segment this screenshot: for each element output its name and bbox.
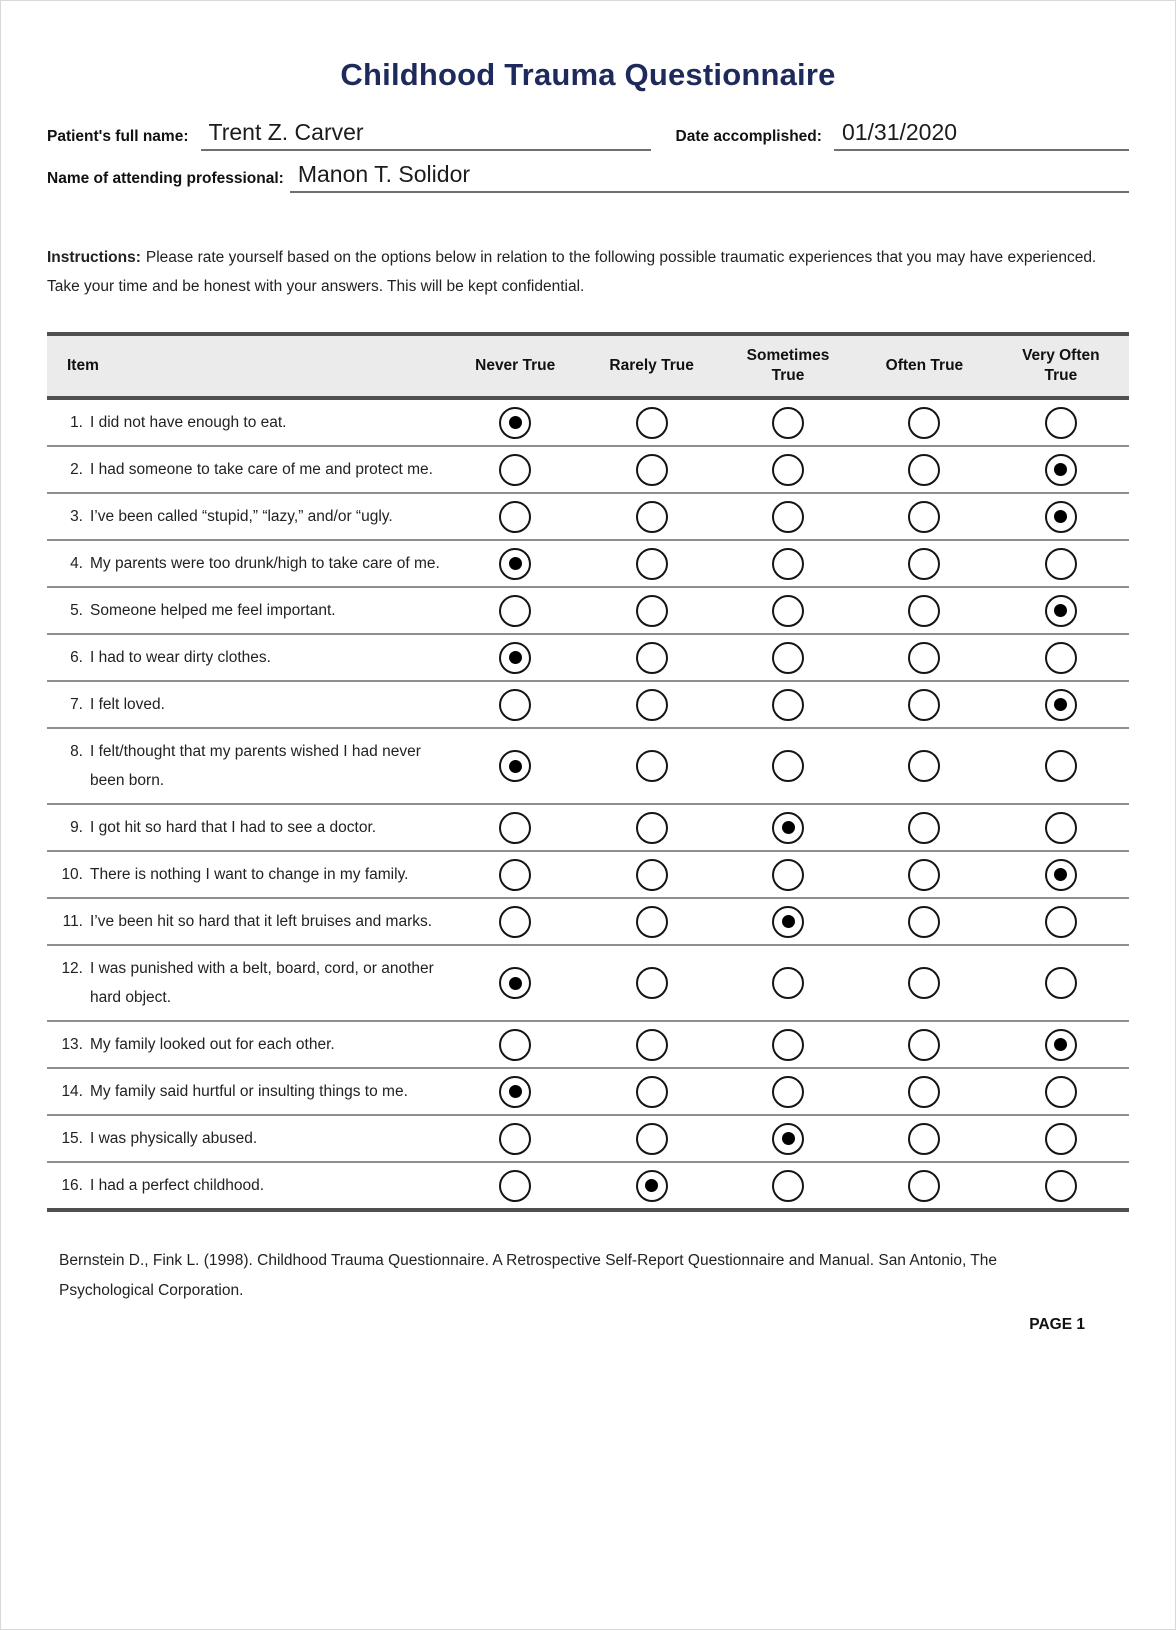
option-cell-sometimes-true bbox=[720, 1029, 856, 1061]
option-cell-sometimes-true bbox=[720, 1170, 856, 1202]
table-row bbox=[47, 1069, 1129, 1114]
item-cell bbox=[47, 494, 447, 539]
radio-sometimes-true[interactable] bbox=[772, 407, 804, 439]
radio-sometimes-true[interactable] bbox=[772, 1170, 804, 1202]
item-number: 7. bbox=[70, 696, 83, 713]
radio-rarely-true[interactable] bbox=[636, 548, 668, 580]
radio-often-true[interactable] bbox=[908, 407, 940, 439]
option-cell-rarely-true bbox=[583, 1029, 719, 1061]
page-title: Childhood Trauma Questionnaire bbox=[340, 57, 836, 92]
radio-often-true[interactable] bbox=[908, 967, 940, 999]
option-cell-rarely-true bbox=[583, 967, 719, 999]
radio-never-true-selected[interactable] bbox=[499, 967, 531, 999]
table-row bbox=[47, 400, 1129, 445]
option-cell-rarely-true bbox=[583, 454, 719, 486]
radio-sometimes-true[interactable] bbox=[772, 689, 804, 721]
radio-rarely-true[interactable] bbox=[636, 906, 668, 938]
item-number: 8. bbox=[70, 743, 83, 760]
column-header-never-true bbox=[447, 356, 583, 376]
radio-very-often-true-selected[interactable] bbox=[1045, 454, 1077, 486]
option-cell-sometimes-true bbox=[720, 548, 856, 580]
item-cell bbox=[47, 946, 447, 1020]
radio-often-true[interactable] bbox=[908, 1029, 940, 1061]
option-cell-sometimes-true bbox=[720, 454, 856, 486]
item-number: 3. bbox=[70, 508, 83, 525]
radio-often-true[interactable] bbox=[908, 906, 940, 938]
option-cell-very-often-true bbox=[993, 812, 1129, 844]
table-header-row bbox=[47, 336, 1129, 396]
radio-very-often-true[interactable] bbox=[1045, 1123, 1077, 1155]
column-header-label: Often True bbox=[885, 357, 964, 374]
option-cell-rarely-true bbox=[583, 859, 719, 891]
radio-very-often-true[interactable] bbox=[1045, 750, 1077, 782]
item-text: I’ve been called “stupid,” “lazy,” and/or “ugly. bbox=[90, 508, 393, 525]
radio-rarely-true[interactable] bbox=[636, 642, 668, 674]
option-cell-rarely-true bbox=[583, 1076, 719, 1108]
option-cell-often-true bbox=[856, 1076, 992, 1108]
radio-sometimes-true[interactable] bbox=[772, 501, 804, 533]
item-cell bbox=[47, 541, 447, 586]
radio-rarely-true[interactable] bbox=[636, 1123, 668, 1155]
radio-never-true[interactable] bbox=[499, 906, 531, 938]
item-text: I had a perfect childhood. bbox=[90, 1177, 265, 1194]
column-header-sometimes-true bbox=[720, 346, 856, 386]
radio-often-true[interactable] bbox=[908, 642, 940, 674]
table-row bbox=[47, 729, 1129, 803]
table-row bbox=[47, 946, 1129, 1020]
radio-rarely-true[interactable] bbox=[636, 689, 668, 721]
table-row bbox=[47, 1022, 1129, 1067]
table-row bbox=[47, 635, 1129, 680]
table-row bbox=[47, 852, 1129, 897]
item-number: 4. bbox=[70, 555, 83, 572]
option-cell-rarely-true bbox=[583, 1170, 719, 1202]
option-cell-rarely-true bbox=[583, 642, 719, 674]
item-cell bbox=[47, 729, 447, 803]
option-cell-never-true bbox=[447, 642, 583, 674]
option-cell-very-often-true bbox=[993, 1029, 1129, 1061]
radio-very-often-true-selected[interactable] bbox=[1045, 689, 1077, 721]
column-header-rarely-true bbox=[583, 356, 719, 376]
instructions-label: Instructions: bbox=[47, 249, 141, 266]
column-header-label: Rarely True bbox=[609, 357, 694, 374]
option-cell-rarely-true bbox=[583, 750, 719, 782]
item-text: I’ve been hit so hard that it left bruises and marks. bbox=[90, 913, 433, 930]
column-header-label: Sometimes True bbox=[746, 347, 830, 384]
table-row bbox=[47, 447, 1129, 492]
item-cell bbox=[47, 682, 447, 727]
table-row bbox=[47, 1116, 1129, 1161]
radio-rarely-true[interactable] bbox=[636, 1029, 668, 1061]
option-cell-very-often-true bbox=[993, 750, 1129, 782]
option-cell-never-true bbox=[447, 1076, 583, 1108]
radio-sometimes-true[interactable] bbox=[772, 1029, 804, 1061]
option-cell-very-often-true bbox=[993, 967, 1129, 999]
option-cell-sometimes-true bbox=[720, 859, 856, 891]
option-cell-very-often-true bbox=[993, 501, 1129, 533]
option-cell-rarely-true bbox=[583, 906, 719, 938]
option-cell-never-true bbox=[447, 967, 583, 999]
column-header-item: Item bbox=[67, 357, 99, 374]
option-cell-very-often-true bbox=[993, 642, 1129, 674]
column-header-label: Never True bbox=[475, 357, 556, 374]
radio-very-often-true-selected[interactable] bbox=[1045, 859, 1077, 891]
option-cell-never-true bbox=[447, 1029, 583, 1061]
option-cell-sometimes-true bbox=[720, 407, 856, 439]
option-cell-sometimes-true bbox=[720, 642, 856, 674]
item-number: 6. bbox=[70, 649, 83, 666]
column-header-very-often-true bbox=[993, 346, 1129, 386]
patient-name-field[interactable]: Trent Z. Carver bbox=[201, 119, 651, 151]
radio-never-true[interactable] bbox=[499, 1123, 531, 1155]
instructions bbox=[47, 243, 1129, 301]
radio-sometimes-true[interactable] bbox=[772, 642, 804, 674]
option-cell-rarely-true bbox=[583, 689, 719, 721]
radio-rarely-true[interactable] bbox=[636, 859, 668, 891]
option-cell-often-true bbox=[856, 689, 992, 721]
item-number: 12. bbox=[61, 960, 83, 977]
option-cell-often-true bbox=[856, 859, 992, 891]
item-cell bbox=[47, 1022, 447, 1067]
radio-sometimes-true[interactable] bbox=[772, 967, 804, 999]
radio-rarely-true[interactable] bbox=[636, 595, 668, 627]
radio-never-true[interactable] bbox=[499, 501, 531, 533]
radio-never-true-selected[interactable] bbox=[499, 548, 531, 580]
radio-very-often-true-selected[interactable] bbox=[1045, 595, 1077, 627]
patient-name-label: Patient's full name: bbox=[47, 128, 189, 145]
radio-very-often-true[interactable] bbox=[1045, 407, 1077, 439]
item-text: I was punished with a belt, board, cord, or another hard object. bbox=[90, 960, 434, 1006]
radio-never-true-selected[interactable] bbox=[499, 750, 531, 782]
option-cell-often-true bbox=[856, 812, 992, 844]
radio-rarely-true[interactable] bbox=[636, 407, 668, 439]
item-number: 9. bbox=[70, 819, 83, 836]
option-cell-sometimes-true bbox=[720, 812, 856, 844]
option-cell-often-true bbox=[856, 501, 992, 533]
item-cell bbox=[47, 1163, 447, 1208]
radio-very-often-true[interactable] bbox=[1045, 812, 1077, 844]
radio-rarely-true[interactable] bbox=[636, 812, 668, 844]
radio-never-true[interactable] bbox=[499, 595, 531, 627]
radio-rarely-true[interactable] bbox=[636, 1076, 668, 1108]
radio-very-often-true[interactable] bbox=[1045, 642, 1077, 674]
questionnaire-table bbox=[47, 332, 1129, 1212]
radio-never-true-selected[interactable] bbox=[499, 1076, 531, 1108]
item-number: 16. bbox=[61, 1177, 83, 1194]
option-cell-sometimes-true bbox=[720, 1076, 856, 1108]
table-row bbox=[47, 682, 1129, 727]
table-row bbox=[47, 541, 1129, 586]
radio-sometimes-true[interactable] bbox=[772, 548, 804, 580]
option-cell-rarely-true bbox=[583, 1123, 719, 1155]
radio-sometimes-true[interactable] bbox=[772, 1076, 804, 1108]
item-text: There is nothing I want to change in my family. bbox=[90, 866, 409, 883]
item-text: I was physically abused. bbox=[90, 1130, 258, 1147]
option-cell-rarely-true bbox=[583, 501, 719, 533]
option-cell-very-often-true bbox=[993, 407, 1129, 439]
option-cell-rarely-true bbox=[583, 812, 719, 844]
option-cell-sometimes-true bbox=[720, 689, 856, 721]
instructions-text: Please rate yourself based on the options below in relation to the following possible traumatic experiences that you may have experienced. Take your time and be honest with your answers. This will be kept confidential. bbox=[47, 249, 1097, 295]
radio-rarely-true[interactable] bbox=[636, 967, 668, 999]
radio-never-true-selected[interactable] bbox=[499, 642, 531, 674]
radio-often-true[interactable] bbox=[908, 859, 940, 891]
attending-professional-field[interactable]: Manon T. Solidor bbox=[290, 161, 1129, 193]
option-cell-often-true bbox=[856, 595, 992, 627]
table-bottom-rule bbox=[47, 1208, 1129, 1212]
professional-info-row bbox=[47, 161, 1129, 193]
radio-often-true[interactable] bbox=[908, 454, 940, 486]
item-number: 5. bbox=[70, 602, 83, 619]
attending-professional-label: Name of attending professional: bbox=[47, 170, 284, 187]
item-number: 14. bbox=[61, 1083, 83, 1100]
page-number: PAGE 1 bbox=[1029, 1316, 1085, 1333]
item-cell bbox=[47, 1116, 447, 1161]
item-number: 10. bbox=[61, 866, 83, 883]
item-cell bbox=[47, 805, 447, 850]
date-accomplished-label: Date accomplished: bbox=[675, 128, 822, 145]
option-cell-sometimes-true bbox=[720, 967, 856, 999]
option-cell-very-often-true bbox=[993, 906, 1129, 938]
option-cell-often-true bbox=[856, 1170, 992, 1202]
radio-sometimes-true[interactable] bbox=[772, 454, 804, 486]
item-text: I felt loved. bbox=[90, 696, 165, 713]
option-cell-very-often-true bbox=[993, 1170, 1129, 1202]
item-cell bbox=[47, 635, 447, 680]
radio-never-true-selected[interactable] bbox=[499, 407, 531, 439]
table-body bbox=[47, 400, 1129, 1208]
column-header-label: Very Often True bbox=[1022, 347, 1100, 384]
item-text: I got hit so hard that I had to see a doctor. bbox=[90, 819, 377, 836]
patient-info-row bbox=[47, 119, 1129, 151]
option-cell-very-often-true bbox=[993, 454, 1129, 486]
radio-often-true[interactable] bbox=[908, 595, 940, 627]
item-text: I felt/thought that my parents wished I had never been born. bbox=[90, 743, 421, 789]
radio-sometimes-true[interactable] bbox=[772, 859, 804, 891]
radio-often-true[interactable] bbox=[908, 1123, 940, 1155]
radio-rarely-true[interactable] bbox=[636, 454, 668, 486]
radio-often-true[interactable] bbox=[908, 1076, 940, 1108]
radio-sometimes-true[interactable] bbox=[772, 750, 804, 782]
option-cell-very-often-true bbox=[993, 1123, 1129, 1155]
option-cell-never-true bbox=[447, 1170, 583, 1202]
option-cell-often-true bbox=[856, 906, 992, 938]
radio-often-true[interactable] bbox=[908, 501, 940, 533]
item-number: 15. bbox=[61, 1130, 83, 1147]
option-cell-rarely-true bbox=[583, 407, 719, 439]
item-text: My parents were too drunk/high to take care of me. bbox=[90, 555, 440, 572]
radio-very-often-true-selected[interactable] bbox=[1045, 1029, 1077, 1061]
radio-very-often-true[interactable] bbox=[1045, 1170, 1077, 1202]
option-cell-often-true bbox=[856, 548, 992, 580]
option-cell-sometimes-true bbox=[720, 1123, 856, 1155]
item-text: I did not have enough to eat. bbox=[90, 414, 287, 431]
radio-very-often-true-selected[interactable] bbox=[1045, 501, 1077, 533]
option-cell-never-true bbox=[447, 812, 583, 844]
item-text: I had someone to take care of me and protect me. bbox=[90, 461, 433, 478]
radio-never-true[interactable] bbox=[499, 689, 531, 721]
radio-often-true[interactable] bbox=[908, 750, 940, 782]
radio-sometimes-true-selected[interactable] bbox=[772, 906, 804, 938]
radio-sometimes-true-selected[interactable] bbox=[772, 1123, 804, 1155]
option-cell-never-true bbox=[447, 859, 583, 891]
table-row bbox=[47, 1163, 1129, 1208]
option-cell-never-true bbox=[447, 501, 583, 533]
column-header-often-true bbox=[856, 356, 992, 376]
option-cell-never-true bbox=[447, 548, 583, 580]
item-number: 11. bbox=[62, 913, 83, 930]
radio-often-true[interactable] bbox=[908, 812, 940, 844]
option-cell-often-true bbox=[856, 454, 992, 486]
option-cell-often-true bbox=[856, 1029, 992, 1061]
citation-text: Bernstein D., Fink L. (1998). Childhood Trauma Questionnaire. A Retrospective Self-Report Questionnaire and Manual. San Antonio, The Psychological Corporation. bbox=[59, 1252, 997, 1299]
radio-very-often-true[interactable] bbox=[1045, 967, 1077, 999]
option-cell-very-often-true bbox=[993, 689, 1129, 721]
table-row bbox=[47, 805, 1129, 850]
table-row bbox=[47, 494, 1129, 539]
option-cell-often-true bbox=[856, 967, 992, 999]
radio-never-true[interactable] bbox=[499, 1170, 531, 1202]
radio-never-true[interactable] bbox=[499, 859, 531, 891]
option-cell-never-true bbox=[447, 595, 583, 627]
option-cell-sometimes-true bbox=[720, 750, 856, 782]
option-cell-never-true bbox=[447, 454, 583, 486]
option-cell-never-true bbox=[447, 1123, 583, 1155]
option-cell-very-often-true bbox=[993, 1076, 1129, 1108]
item-cell bbox=[47, 899, 447, 944]
option-cell-often-true bbox=[856, 407, 992, 439]
item-number: 2. bbox=[70, 461, 83, 478]
option-cell-often-true bbox=[856, 1123, 992, 1155]
radio-never-true[interactable] bbox=[499, 454, 531, 486]
radio-rarely-true[interactable] bbox=[636, 501, 668, 533]
option-cell-rarely-true bbox=[583, 595, 719, 627]
option-cell-never-true bbox=[447, 689, 583, 721]
item-cell bbox=[47, 447, 447, 492]
radio-very-often-true[interactable] bbox=[1045, 548, 1077, 580]
item-text: Someone helped me feel important. bbox=[90, 602, 336, 619]
item-text: My family said hurtful or insulting things to me. bbox=[90, 1083, 408, 1100]
radio-sometimes-true-selected[interactable] bbox=[772, 812, 804, 844]
item-text: I had to wear dirty clothes. bbox=[90, 649, 271, 666]
option-cell-very-often-true bbox=[993, 548, 1129, 580]
radio-never-true[interactable] bbox=[499, 1029, 531, 1061]
item-cell bbox=[47, 1069, 447, 1114]
radio-rarely-true-selected[interactable] bbox=[636, 1170, 668, 1202]
radio-very-often-true[interactable] bbox=[1045, 1076, 1077, 1108]
option-cell-rarely-true bbox=[583, 548, 719, 580]
radio-very-often-true[interactable] bbox=[1045, 906, 1077, 938]
table-row bbox=[47, 588, 1129, 633]
option-cell-never-true bbox=[447, 750, 583, 782]
option-cell-never-true bbox=[447, 407, 583, 439]
radio-often-true[interactable] bbox=[908, 689, 940, 721]
radio-sometimes-true[interactable] bbox=[772, 595, 804, 627]
radio-never-true[interactable] bbox=[499, 812, 531, 844]
item-cell bbox=[47, 400, 447, 445]
option-cell-very-often-true bbox=[993, 859, 1129, 891]
date-accomplished-field[interactable]: 01/31/2020 bbox=[834, 119, 1129, 151]
option-cell-never-true bbox=[447, 906, 583, 938]
item-number: 13. bbox=[61, 1036, 83, 1053]
option-cell-often-true bbox=[856, 642, 992, 674]
option-cell-sometimes-true bbox=[720, 595, 856, 627]
table-row bbox=[47, 899, 1129, 944]
option-cell-sometimes-true bbox=[720, 501, 856, 533]
radio-often-true[interactable] bbox=[908, 1170, 940, 1202]
item-cell bbox=[47, 588, 447, 633]
item-text: My family looked out for each other. bbox=[90, 1036, 335, 1053]
radio-rarely-true[interactable] bbox=[636, 750, 668, 782]
option-cell-very-often-true bbox=[993, 595, 1129, 627]
item-cell bbox=[47, 852, 447, 897]
radio-often-true[interactable] bbox=[908, 548, 940, 580]
option-cell-sometimes-true bbox=[720, 906, 856, 938]
option-cell-often-true bbox=[856, 750, 992, 782]
item-number: 1. bbox=[70, 414, 83, 431]
